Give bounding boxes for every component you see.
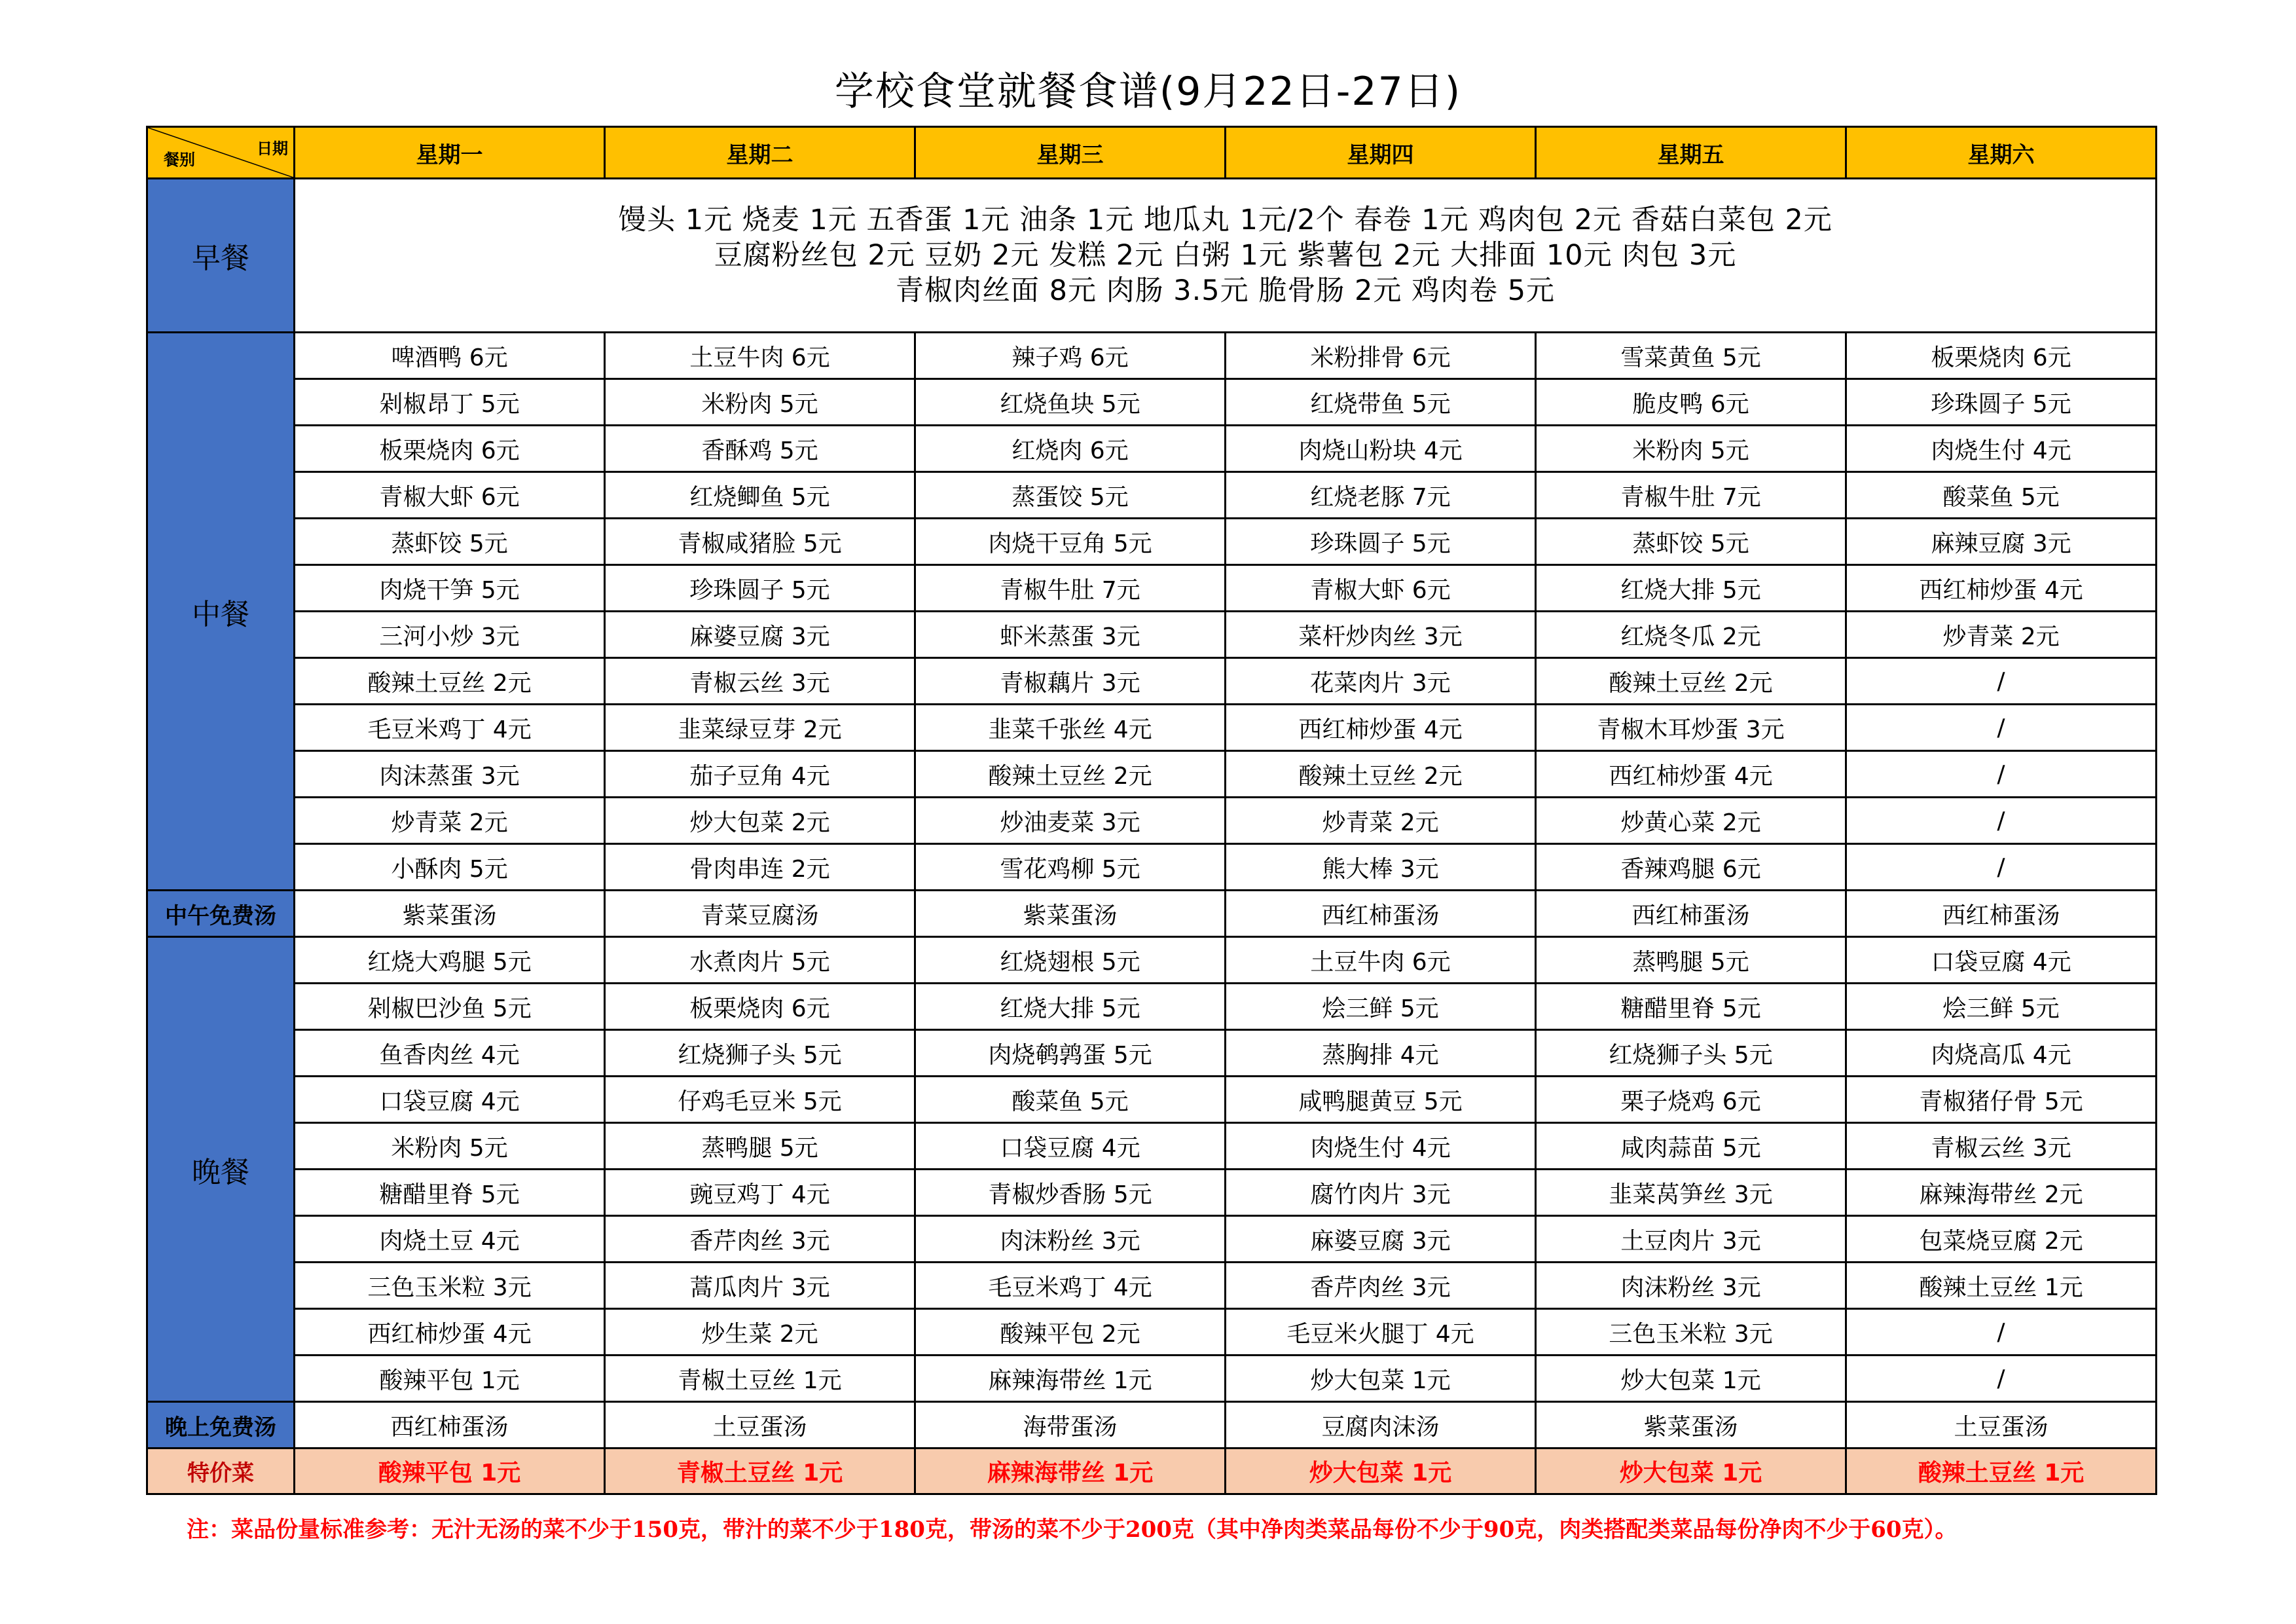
- breakfast-line: 馒头 1元 烧麦 1元 五香蛋 1元 油条 1元 地瓜丸 1元/2个 春卷 1元 鸡肉包 2元 香菇白菜包 2元: [618, 204, 1832, 236]
- dish-cell-mon: 鱼香肉丝 4元: [295, 1030, 605, 1077]
- dish-cell-tue: 韭菜绿豆芽 2元: [605, 705, 915, 751]
- dish-cell-sat: 西红柿蛋汤: [1846, 891, 2157, 937]
- dish-cell-tue: 蒸鸭腿 5元: [605, 1123, 915, 1170]
- dish-cell-tue: 香酥鸡 5元: [605, 426, 915, 472]
- dish-cell-mon: 青椒大虾 6元: [295, 472, 605, 519]
- dish-cell-sat: 口袋豆腐 4元: [1846, 937, 2157, 984]
- dish-cell-wed: 青椒牛肚 7元: [915, 565, 1226, 612]
- dish-cell-fri: 韭菜莴笋丝 3元: [1536, 1170, 1846, 1216]
- breakfast-items: [295, 179, 2157, 333]
- meal-label-breakfast: 早餐: [147, 179, 295, 333]
- dish-cell-fri: 脆皮鸭 6元: [1536, 379, 1846, 426]
- dish-cell-thu: 菜杆炒肉丝 3元: [1226, 612, 1536, 658]
- dish-cell-thu: 珍珠圆子 5元: [1226, 519, 1536, 565]
- lunch-dish-row: [147, 379, 2157, 426]
- dish-cell-sat: 青椒猪仔骨 5元: [1846, 1077, 2157, 1123]
- meal-label-lunch: 中餐: [147, 333, 295, 891]
- dish-cell-wed: 肉沫粉丝 3元: [915, 1216, 1226, 1263]
- dish-cell-tue: 茄子豆角 4元: [605, 751, 915, 798]
- dish-cell-mon: 西红柿炒蛋 4元: [295, 1309, 605, 1356]
- lunch-dish-row: [147, 519, 2157, 565]
- dish-cell-sat: 酸菜鱼 5元: [1846, 472, 2157, 519]
- corner-meal-label: 餐别: [164, 151, 195, 169]
- dish-cell-tue: 青椒土豆丝 1元: [605, 1356, 915, 1402]
- dish-cell-fri: 咸肉蒜苗 5元: [1536, 1123, 1846, 1170]
- dish-cell-tue: 青菜豆腐汤: [605, 891, 915, 937]
- dinner-dish-row: [147, 1356, 2157, 1402]
- lunch-dish-row: [147, 333, 2157, 379]
- dish-cell-fri: 蒸鸭腿 5元: [1536, 937, 1846, 984]
- dinner-dish-row: [147, 1263, 2157, 1309]
- dish-cell-thu: 花菜肉片 3元: [1226, 658, 1536, 705]
- dish-cell-sat: 板栗烧肉 6元: [1846, 333, 2157, 379]
- breakfast-line: 豆腐粉丝包 2元 豆奶 2元 发糕 2元 白粥 1元 紫薯包 2元 大排面 10元 肉包 3元: [714, 239, 1737, 272]
- dish-cell-wed: 雪花鸡柳 5元: [915, 844, 1226, 891]
- dish-cell-wed: 红烧肉 6元: [915, 426, 1226, 472]
- dish-cell-sat: /: [1846, 705, 2157, 751]
- dish-cell-mon: 红烧大鸡腿 5元: [295, 937, 605, 984]
- lunch-dish-row: [147, 798, 2157, 844]
- dish-cell-wed: 虾米蒸蛋 3元: [915, 612, 1226, 658]
- lunch-dish-row: [147, 472, 2157, 519]
- dish-cell-fri: 肉沫粉丝 3元: [1536, 1263, 1846, 1309]
- dish-cell-wed: 酸辣土豆丝 2元: [915, 751, 1226, 798]
- dish-cell-tue: 红烧鲫鱼 5元: [605, 472, 915, 519]
- dish-cell-fri: 米粉肉 5元: [1536, 426, 1846, 472]
- dinner-dish-row: [147, 1309, 2157, 1356]
- dish-cell-mon: 肉烧土豆 4元: [295, 1216, 605, 1263]
- lunch-dish-row: [147, 658, 2157, 705]
- dish-cell-sat: 肉烧高瓜 4元: [1846, 1030, 2157, 1077]
- day-header-thu: 星期四: [1226, 127, 1536, 179]
- dish-cell-mon: 板栗烧肉 6元: [295, 426, 605, 472]
- dish-cell-tue: 珍珠圆子 5元: [605, 565, 915, 612]
- dish-cell-thu: 炒青菜 2元: [1226, 798, 1536, 844]
- dish-cell-thu: 腐竹肉片 3元: [1226, 1170, 1536, 1216]
- dish-cell-tue: 麻婆豆腐 3元: [605, 612, 915, 658]
- dish-cell-mon: 酸辣土豆丝 2元: [295, 658, 605, 705]
- dish-cell-mon: 糖醋里脊 5元: [295, 1170, 605, 1216]
- dish-cell-sat: 包菜烧豆腐 2元: [1846, 1216, 2157, 1263]
- dish-cell-fri: 红烧大排 5元: [1536, 565, 1846, 612]
- day-header-tue: 星期二: [605, 127, 915, 179]
- lunch-dish-row: [147, 844, 2157, 891]
- dish-cell-mon: 口袋豆腐 4元: [295, 1077, 605, 1123]
- corner-date-label: 日期: [257, 139, 288, 158]
- dish-cell-mon: 毛豆米鸡丁 4元: [295, 705, 605, 751]
- dish-cell-sat: 珍珠圆子 5元: [1846, 379, 2157, 426]
- dish-cell-wed: 海带蛋汤: [915, 1402, 1226, 1449]
- portion-note: 注：菜品份量标准参考：无汁无汤的菜不少于150克，带汁的菜不少于180克，带汤的菜不少于200克（其中净肉类菜品每份不少于90克，肉类搭配类菜品每份净肉不少于60克）。: [187, 1517, 1958, 1543]
- dish-cell-sat: /: [1846, 844, 2157, 891]
- dish-cell-sat: /: [1846, 798, 2157, 844]
- dish-cell-tue: 炒生菜 2元: [605, 1309, 915, 1356]
- day-header-mon: 星期一: [295, 127, 605, 179]
- dish-cell-wed: 炒油麦菜 3元: [915, 798, 1226, 844]
- dish-cell-wed: 麻辣海带丝 1元: [915, 1449, 1226, 1494]
- dish-cell-thu: 红烧带鱼 5元: [1226, 379, 1536, 426]
- dish-cell-tue: 青椒土豆丝 1元: [605, 1449, 915, 1494]
- dinner-dish-row: [147, 984, 2157, 1030]
- meal-label-special: 特价菜: [147, 1449, 295, 1494]
- dish-cell-wed: 麻辣海带丝 1元: [915, 1356, 1226, 1402]
- dish-cell-thu: 熊大棒 3元: [1226, 844, 1536, 891]
- day-header-sat: 星期六: [1846, 127, 2157, 179]
- dish-cell-mon: 剁椒昂丁 5元: [295, 379, 605, 426]
- dish-cell-fri: 炒大包菜 1元: [1536, 1356, 1846, 1402]
- dish-cell-sat: 麻辣豆腐 3元: [1846, 519, 2157, 565]
- dish-cell-sat: 酸辣土豆丝 1元: [1846, 1449, 2157, 1494]
- dish-cell-thu: 麻婆豆腐 3元: [1226, 1216, 1536, 1263]
- dish-cell-wed: 酸辣平包 2元: [915, 1309, 1226, 1356]
- dish-cell-fri: 三色玉米粒 3元: [1536, 1309, 1846, 1356]
- dish-cell-thu: 香芹肉丝 3元: [1226, 1263, 1536, 1309]
- dish-cell-mon: 剁椒巴沙鱼 5元: [295, 984, 605, 1030]
- dish-cell-tue: 米粉肉 5元: [605, 379, 915, 426]
- dish-cell-thu: 烩三鲜 5元: [1226, 984, 1536, 1030]
- dish-cell-wed: 紫菜蛋汤: [915, 891, 1226, 937]
- dish-cell-wed: 蒸蛋饺 5元: [915, 472, 1226, 519]
- dish-cell-thu: 土豆牛肉 6元: [1226, 937, 1536, 984]
- dish-cell-tue: 炒大包菜 2元: [605, 798, 915, 844]
- dish-cell-thu: 米粉排骨 6元: [1226, 333, 1536, 379]
- dish-cell-fri: 土豆肉片 3元: [1536, 1216, 1846, 1263]
- dish-cell-mon: 肉沫蒸蛋 3元: [295, 751, 605, 798]
- day-header-fri: 星期五: [1536, 127, 1846, 179]
- menu-table: [146, 126, 2157, 1495]
- dish-cell-thu: 西红柿炒蛋 4元: [1226, 705, 1536, 751]
- dish-cell-tue: 骨肉串连 2元: [605, 844, 915, 891]
- dish-cell-sat: /: [1846, 1356, 2157, 1402]
- dish-cell-wed: 韭菜千张丝 4元: [915, 705, 1226, 751]
- dish-cell-tue: 青椒云丝 3元: [605, 658, 915, 705]
- lunch-dish-row: [147, 565, 2157, 612]
- dish-cell-mon: 酸辣平包 1元: [295, 1449, 605, 1494]
- meal-label-dinner-soup: 晚上免费汤: [147, 1402, 295, 1449]
- dish-cell-fri: 栗子烧鸡 6元: [1536, 1077, 1846, 1123]
- dish-cell-tue: 豌豆鸡丁 4元: [605, 1170, 915, 1216]
- dish-cell-mon: 米粉肉 5元: [295, 1123, 605, 1170]
- lunch-dish-row: [147, 612, 2157, 658]
- dish-cell-mon: 西红柿蛋汤: [295, 1402, 605, 1449]
- dinner-dish-row: [147, 937, 2157, 984]
- meal-label-dinner: 晚餐: [147, 937, 295, 1402]
- dinner-dish-row: [147, 1030, 2157, 1077]
- dish-cell-wed: 肉烧鹌鹑蛋 5元: [915, 1030, 1226, 1077]
- dish-cell-mon: 肉烧干笋 5元: [295, 565, 605, 612]
- dish-cell-wed: 肉烧干豆角 5元: [915, 519, 1226, 565]
- lunch-dish-row: [147, 426, 2157, 472]
- dish-cell-tue: 水煮肉片 5元: [605, 937, 915, 984]
- dish-cell-sat: 麻辣海带丝 2元: [1846, 1170, 2157, 1216]
- dish-cell-mon: 三色玉米粒 3元: [295, 1263, 605, 1309]
- dish-cell-fri: 香辣鸡腿 6元: [1536, 844, 1846, 891]
- dish-cell-fri: 青椒木耳炒蛋 3元: [1536, 705, 1846, 751]
- dish-cell-wed: 青椒藕片 3元: [915, 658, 1226, 705]
- dish-cell-sat: 炒青菜 2元: [1846, 612, 2157, 658]
- dish-cell-sat: 土豆蛋汤: [1846, 1402, 2157, 1449]
- breakfast-line: 青椒肉丝面 8元 肉肠 3.5元 脆骨肠 2元 鸡肉卷 5元: [895, 274, 1556, 307]
- dinner-dish-row: [147, 1170, 2157, 1216]
- dish-cell-wed: 青椒炒香肠 5元: [915, 1170, 1226, 1216]
- dish-cell-thu: 咸鸭腿黄豆 5元: [1226, 1077, 1536, 1123]
- dish-cell-wed: 口袋豆腐 4元: [915, 1123, 1226, 1170]
- dish-cell-wed: 酸菜鱼 5元: [915, 1077, 1226, 1123]
- dish-cell-mon: 蒸虾饺 5元: [295, 519, 605, 565]
- dish-cell-sat: 酸辣土豆丝 1元: [1846, 1263, 2157, 1309]
- dish-cell-thu: 炒大包菜 1元: [1226, 1449, 1536, 1494]
- dish-cell-thu: 肉烧生付 4元: [1226, 1123, 1536, 1170]
- dish-cell-sat: /: [1846, 658, 2157, 705]
- dish-cell-wed: 红烧大排 5元: [915, 984, 1226, 1030]
- dish-cell-tue: 香芹肉丝 3元: [605, 1216, 915, 1263]
- dish-cell-thu: 豆腐肉沫汤: [1226, 1402, 1536, 1449]
- dish-cell-thu: 西红柿蛋汤: [1226, 891, 1536, 937]
- dish-cell-fri: 红烧狮子头 5元: [1536, 1030, 1846, 1077]
- day-header-wed: 星期三: [915, 127, 1226, 179]
- dish-cell-tue: 仔鸡毛豆米 5元: [605, 1077, 915, 1123]
- dish-cell-wed: 辣子鸡 6元: [915, 333, 1226, 379]
- dish-cell-wed: 红烧翅根 5元: [915, 937, 1226, 984]
- dish-cell-fri: 糖醋里脊 5元: [1536, 984, 1846, 1030]
- dish-cell-sat: 西红柿炒蛋 4元: [1846, 565, 2157, 612]
- dish-cell-fri: 红烧冬瓜 2元: [1536, 612, 1846, 658]
- dish-cell-wed: 毛豆米鸡丁 4元: [915, 1263, 1226, 1309]
- dish-cell-fri: 西红柿炒蛋 4元: [1536, 751, 1846, 798]
- dinner-dish-row: [147, 1123, 2157, 1170]
- dish-cell-mon: 酸辣平包 1元: [295, 1356, 605, 1402]
- dish-cell-fri: 炒大包菜 1元: [1536, 1449, 1846, 1494]
- dish-cell-fri: 雪菜黄鱼 5元: [1536, 333, 1846, 379]
- dish-cell-mon: 紫菜蛋汤: [295, 891, 605, 937]
- dish-cell-tue: 红烧狮子头 5元: [605, 1030, 915, 1077]
- lunch-soup-row: [147, 891, 2157, 937]
- dish-cell-fri: 紫菜蛋汤: [1536, 1402, 1846, 1449]
- dinner-dish-row: [147, 1216, 2157, 1263]
- dish-cell-thu: 红烧老豚 7元: [1226, 472, 1536, 519]
- dish-cell-thu: 毛豆米火腿丁 4元: [1226, 1309, 1536, 1356]
- meal-label-lunch-soup: 中午免费汤: [147, 891, 295, 937]
- dish-cell-sat: 烩三鲜 5元: [1846, 984, 2157, 1030]
- dish-cell-thu: 炒大包菜 1元: [1226, 1356, 1536, 1402]
- breakfast-row: [147, 179, 2157, 333]
- dish-cell-sat: /: [1846, 751, 2157, 798]
- dish-cell-tue: 土豆牛肉 6元: [605, 333, 915, 379]
- dish-cell-sat: 肉烧生付 4元: [1846, 426, 2157, 472]
- dish-cell-wed: 红烧鱼块 5元: [915, 379, 1226, 426]
- header-row: [147, 127, 2157, 179]
- lunch-dish-row: [147, 751, 2157, 798]
- page-title: 学校食堂就餐食谱(9月22日-27日): [834, 69, 1462, 115]
- dish-cell-tue: 青椒咸猪脸 5元: [605, 519, 915, 565]
- dish-cell-sat: 青椒云丝 3元: [1846, 1123, 2157, 1170]
- dish-cell-tue: 土豆蛋汤: [605, 1402, 915, 1449]
- dinner-dish-row: [147, 1077, 2157, 1123]
- dish-cell-fri: 西红柿蛋汤: [1536, 891, 1846, 937]
- dish-cell-tue: 板栗烧肉 6元: [605, 984, 915, 1030]
- dish-cell-mon: 炒青菜 2元: [295, 798, 605, 844]
- dinner-soup-row: [147, 1402, 2157, 1449]
- dish-cell-fri: 酸辣土豆丝 2元: [1536, 658, 1846, 705]
- dish-cell-mon: 小酥肉 5元: [295, 844, 605, 891]
- dish-cell-mon: 三河小炒 3元: [295, 612, 605, 658]
- dish-cell-fri: 炒黄心菜 2元: [1536, 798, 1846, 844]
- dish-cell-mon: 啤酒鸭 6元: [295, 333, 605, 379]
- dish-cell-thu: 青椒大虾 6元: [1226, 565, 1536, 612]
- dish-cell-fri: 蒸虾饺 5元: [1536, 519, 1846, 565]
- special-row: [147, 1449, 2157, 1494]
- dish-cell-thu: 肉烧山粉块 4元: [1226, 426, 1536, 472]
- dish-cell-thu: 蒸胸排 4元: [1226, 1030, 1536, 1077]
- dish-cell-tue: 蒿瓜肉片 3元: [605, 1263, 915, 1309]
- dish-cell-thu: 酸辣土豆丝 2元: [1226, 751, 1536, 798]
- dish-cell-sat: /: [1846, 1309, 2157, 1356]
- dish-cell-fri: 青椒牛肚 7元: [1536, 472, 1846, 519]
- corner-cell: [147, 127, 295, 179]
- lunch-dish-row: [147, 705, 2157, 751]
